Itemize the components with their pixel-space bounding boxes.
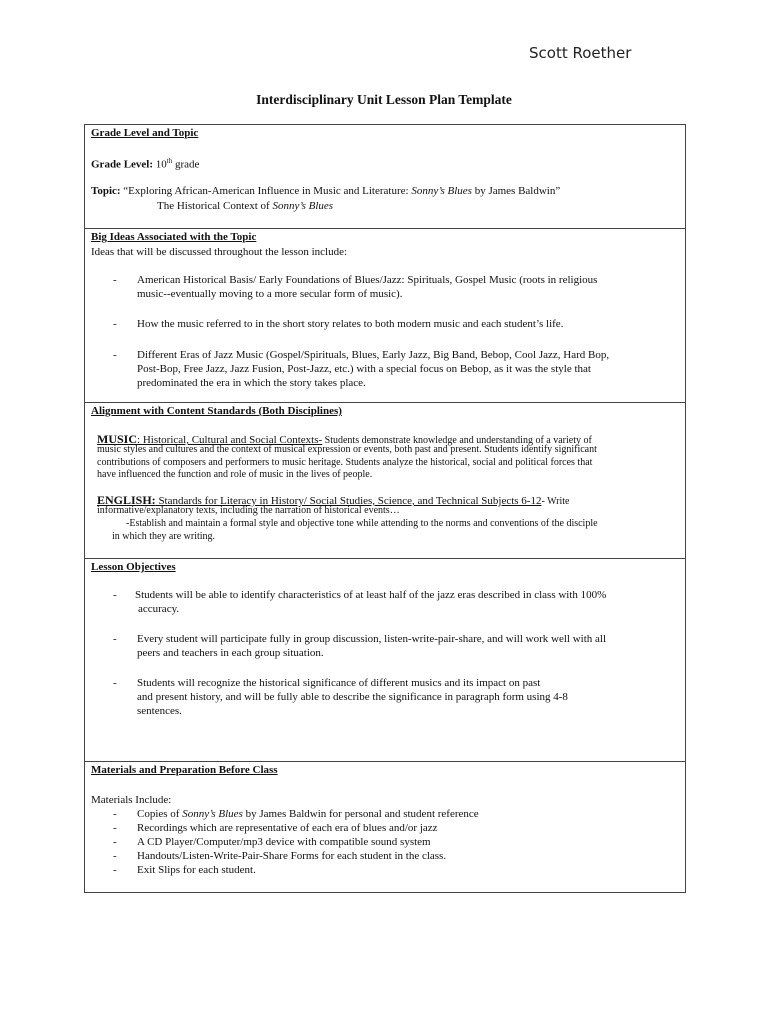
bullet-dash: - [113,349,117,361]
bullet-dash: - [113,318,117,330]
big-idea-line: music--eventually moving to a more secular form of music). [137,288,403,300]
alignment-heading: Alignment with Content Standards (Both Disciplines) [91,405,342,417]
bullet-dash: - [113,633,117,645]
objective-line: Every student will participate fully in group discussion, listen-write-pair-share, and will work well with all [137,633,607,645]
objective-line: accuracy. [138,603,180,615]
topic-line2-italic: Sonny’s Blues [272,200,334,212]
section-materials [85,761,685,892]
objective-item [137,676,683,718]
topic-label: Topic: [91,185,121,197]
material-item-text: Recordings which are representative of each era of blues and/or jazz [137,822,438,834]
big-idea-line: Different Eras of Jazz Music (Gospel/Spirituals, Blues, Early Jazz, Big Band, Bebop, Cool Jazz, Hard Bop, [137,349,610,361]
objective-item [135,588,683,616]
big-idea-line: predominated the era in which the story takes place. [137,377,366,389]
music-text-line: music styles and cultures and the context of musical expression or events, both past and present. Students identify significant [97,444,597,455]
bullet-dash: - [113,822,117,834]
big-idea-item [137,348,682,390]
english-label: ENGLISH: [97,493,156,507]
material-item-text: A CD Player/Computer/mp3 device with compatible sound system [137,836,431,848]
materials-heading: Materials and Preparation Before Class [91,764,278,776]
grade-level-suffix: grade [174,158,200,171]
music-text-1: Students demonstrate knowledge and understanding of a variety of [322,435,592,446]
material-item [113,807,683,821]
big-idea-line: American Historical Basis/ Early Foundations of Blues/Jazz: Spirituals, Gospel Music (roots in religious [137,274,598,286]
material-item [113,849,683,863]
english-text-2: informative/explanatory texts, including the narration of historical events… [97,505,400,516]
bullet-dash: - [113,864,117,876]
material-item-pre: Copies of [137,808,183,820]
material-item [113,821,683,835]
topic-line2-text: The Historical Context of [157,200,273,212]
grade-topic-heading: Grade Level and Topic [91,127,199,139]
author-name: Scott Roether [529,44,632,62]
objective-line: Students will recognize the historical significance of different musics and its impact on past [137,677,541,689]
bullet-dash: - [113,850,117,862]
big-idea-line: How the music referred to in the short story relates to both modern music and each student’s life. [137,318,564,330]
bullet-dash: - [113,274,117,286]
topic-italic: Sonny’s Blues [411,185,472,197]
topic-text-2: by James Baldwin” [471,185,561,197]
grade-level-value: 10 [155,158,167,171]
english-text-line: -Establish and maintain a formal style and objective tone while attending to the norms and conventions of the disciple [126,518,598,529]
bullet-dash: - [113,808,117,820]
bullet-dash: - [113,589,117,601]
big-idea-line: Post-Bop, Free Jazz, Jazz Fusion, Post-Jazz, etc.) with a special focus on Bebop, as it was the style that [137,363,591,375]
topic-text-1: “Exploring African-American Influence in Music and Literature: [123,185,412,197]
bullet-dash: - [113,677,117,689]
materials-intro: Materials Include: [91,794,172,806]
english-text-line: in which they are writing. [112,530,216,542]
material-item-text: Exit Slips for each student. [137,864,256,876]
document-title: Interdisciplinary Unit Lesson Plan Template [256,92,512,107]
section-objectives [85,558,685,761]
section-grade-topic [85,125,685,228]
material-item [113,835,683,849]
big-ideas-heading: Big Ideas Associated with the Topic [91,231,257,243]
big-idea-item [137,273,682,301]
materials-list [113,807,683,877]
material-item-italic: Sonny’s Blues [182,808,243,820]
lesson-plan-table [84,124,686,893]
section-alignment [85,402,685,558]
objective-line: and present history, and will be fully able to describe the significance in paragraph form using 4-8 [137,691,568,703]
material-item-text: Handouts/Listen-Write-Pair-Share Forms for each student in the class. [137,850,447,862]
bullet-dash: - [113,836,117,848]
material-item-post: by James Baldwin for personal and student reference [242,808,479,820]
music-standard-body [97,444,682,482]
objective-item [137,632,683,660]
material-item [113,863,683,877]
topic-line [91,184,560,198]
objective-line: sentences. [137,705,182,717]
objective-line: peers and teachers in each group situation. [137,647,324,659]
music-text-line: have influenced the function and role of music in the lives of people. [97,469,373,480]
grade-level-sup: th [166,157,173,165]
music-label: MUSIC [97,432,138,446]
objectives-heading: Lesson Objectives [91,561,176,573]
english-standard-body [112,518,681,543]
big-idea-item [137,317,682,331]
english-title: Standards for Literacy in History/ Social Studies, Science, and Technical Subjects 6-12 [155,495,542,507]
section-big-ideas [85,228,685,402]
grade-level-line [91,154,199,172]
music-text-line: contributions of composers and performers to music heritage. Students analyze the historical, social and political forces that [97,456,593,468]
big-ideas-intro: Ideas that will be discussed throughout the lesson include: [91,246,348,258]
english-text-1: - Write [541,496,570,507]
objective-line: Students will be able to identify characteristics of at least half of the jazz eras described in class with 100% [135,589,607,601]
topic-line-2 [157,199,333,213]
grade-level-label: Grade Level: [91,158,154,171]
music-title: : Historical, Cultural and Social Contexts- [137,434,323,446]
